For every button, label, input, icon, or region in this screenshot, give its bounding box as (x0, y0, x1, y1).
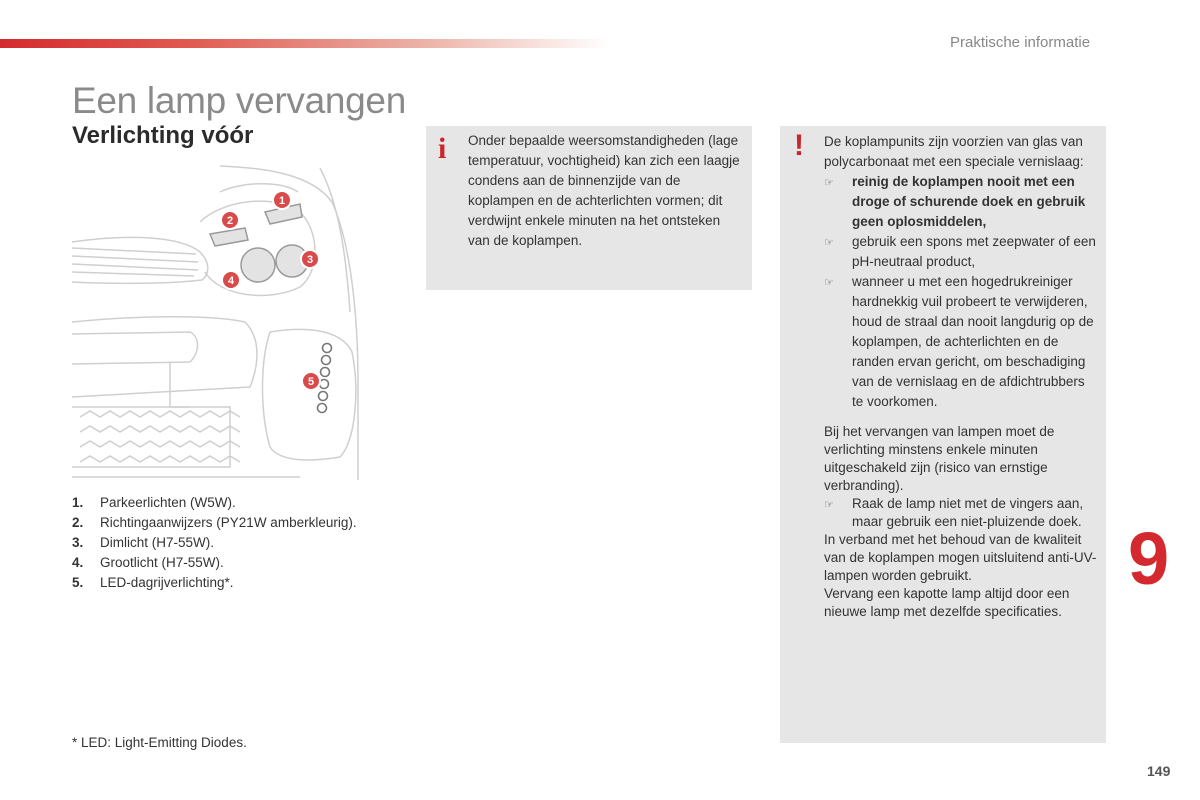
legend-text: Richtingaanwijzers (PY21W amberkleurig). (100, 515, 357, 530)
legend-text: Parkeerlichten (W5W). (100, 495, 236, 510)
callout-3 (301, 250, 319, 268)
warning-paragraph: In verband met het behoud van de kwaliteit van de koplampen mogen uitsluitend anti-UV-lampen worden gebruikt. (824, 532, 1097, 583)
warning-bullet (824, 172, 1098, 232)
footnote: * LED: Light-Emitting Diodes. (72, 735, 247, 750)
section-subtitle: Verlichting vóór (72, 122, 254, 149)
warning-paragraph: Vervang een kapotte lamp altijd door een nieuwe lamp met dezelfde specificaties. (824, 586, 1070, 619)
info-text: Onder bepaalde weersomstandigheden (lage temperatuur, vochtigheid) kan zich een laagje condens aan de binnenzijde van de koplampen en de achterlichten vormen; dit verdwijnt enkele minuten na het ontsteken van de koplampen. (468, 133, 740, 248)
warning-content (824, 132, 1098, 621)
legend-text: Dimlicht (H7-55W). (100, 535, 215, 550)
header-accent-bar (0, 39, 610, 48)
warning-bullet (824, 272, 1098, 412)
warning-bullet-text: wanneer u met een hogedrukreiniger hardnekkig vuil probeert te verwijderen, houd de straal dan nooit langdurig op de koplampen, de achterlichten en de randen ervan gericht, om beschadiging van de vernislaag en de afdichtrubbers te voorkomen. (852, 274, 1094, 409)
svg-text:2: 2 (226, 215, 234, 227)
warning-bullet-text: gebruik een spons met zeepwater of een pH-neutraal product, (852, 234, 1096, 269)
info-icon: i (438, 132, 447, 165)
section-label: Praktische informatie (950, 34, 1091, 51)
chapter-number: 9 (1128, 517, 1170, 600)
svg-text:1: 1 (278, 195, 286, 207)
pointing-hand-icon: ☞ (824, 499, 834, 511)
callout-1 (273, 191, 291, 209)
legend-item (72, 533, 357, 553)
warning-paragraph: Bij het vervangen van lampen moet de verlichting minstens enkele minuten uitgeschakeld zijn (risico van ernstige verbranding). (824, 424, 1055, 493)
svg-text:5: 5 (307, 376, 315, 388)
legend-text: Grootlicht (H7-55W). (100, 555, 224, 570)
front-lights-illustration (70, 162, 362, 480)
legend-text: LED-dagrijverlichting*. (100, 575, 234, 590)
callout-4 (222, 271, 240, 289)
legend-item (72, 573, 357, 593)
warning-bullet-text: reinig de koplampen nooit met een droge of schurende doek en gebruik geen oplosmiddelen, (852, 174, 1086, 229)
warning-bullet-text: Raak de lamp niet met de vingers aan, maar gebruik een niet-pluizende doek. (852, 496, 1084, 529)
svg-text:4: 4 (227, 275, 235, 287)
page-title: Een lamp vervangen (72, 80, 406, 121)
warning-icon: ! (794, 129, 804, 162)
legend-number: 5. (72, 575, 84, 590)
legend-number: 2. (72, 515, 84, 530)
pointing-hand-icon: ☞ (824, 177, 834, 189)
callout-2 (221, 211, 239, 229)
legend-item (72, 513, 357, 533)
callout-5 (302, 372, 320, 390)
svg-text:3: 3 (306, 254, 314, 266)
legend-number: 3. (72, 535, 84, 550)
pointing-hand-icon: ☞ (824, 277, 834, 289)
page-number: 149 (1147, 763, 1171, 779)
legend-number: 4. (72, 555, 84, 570)
legend-item (72, 493, 357, 513)
warning-intro: De koplampunits zijn voorzien van glas van polycarbonaat met een speciale vernislaag: (824, 134, 1084, 169)
warning-bullet (824, 232, 1098, 272)
legend-number: 1. (72, 495, 84, 510)
pointing-hand-icon: ☞ (824, 237, 834, 249)
legend-list (72, 493, 357, 593)
warning-box (780, 126, 1106, 743)
warning-bullet (824, 495, 1098, 531)
info-box (426, 126, 752, 290)
legend-item (72, 553, 357, 573)
